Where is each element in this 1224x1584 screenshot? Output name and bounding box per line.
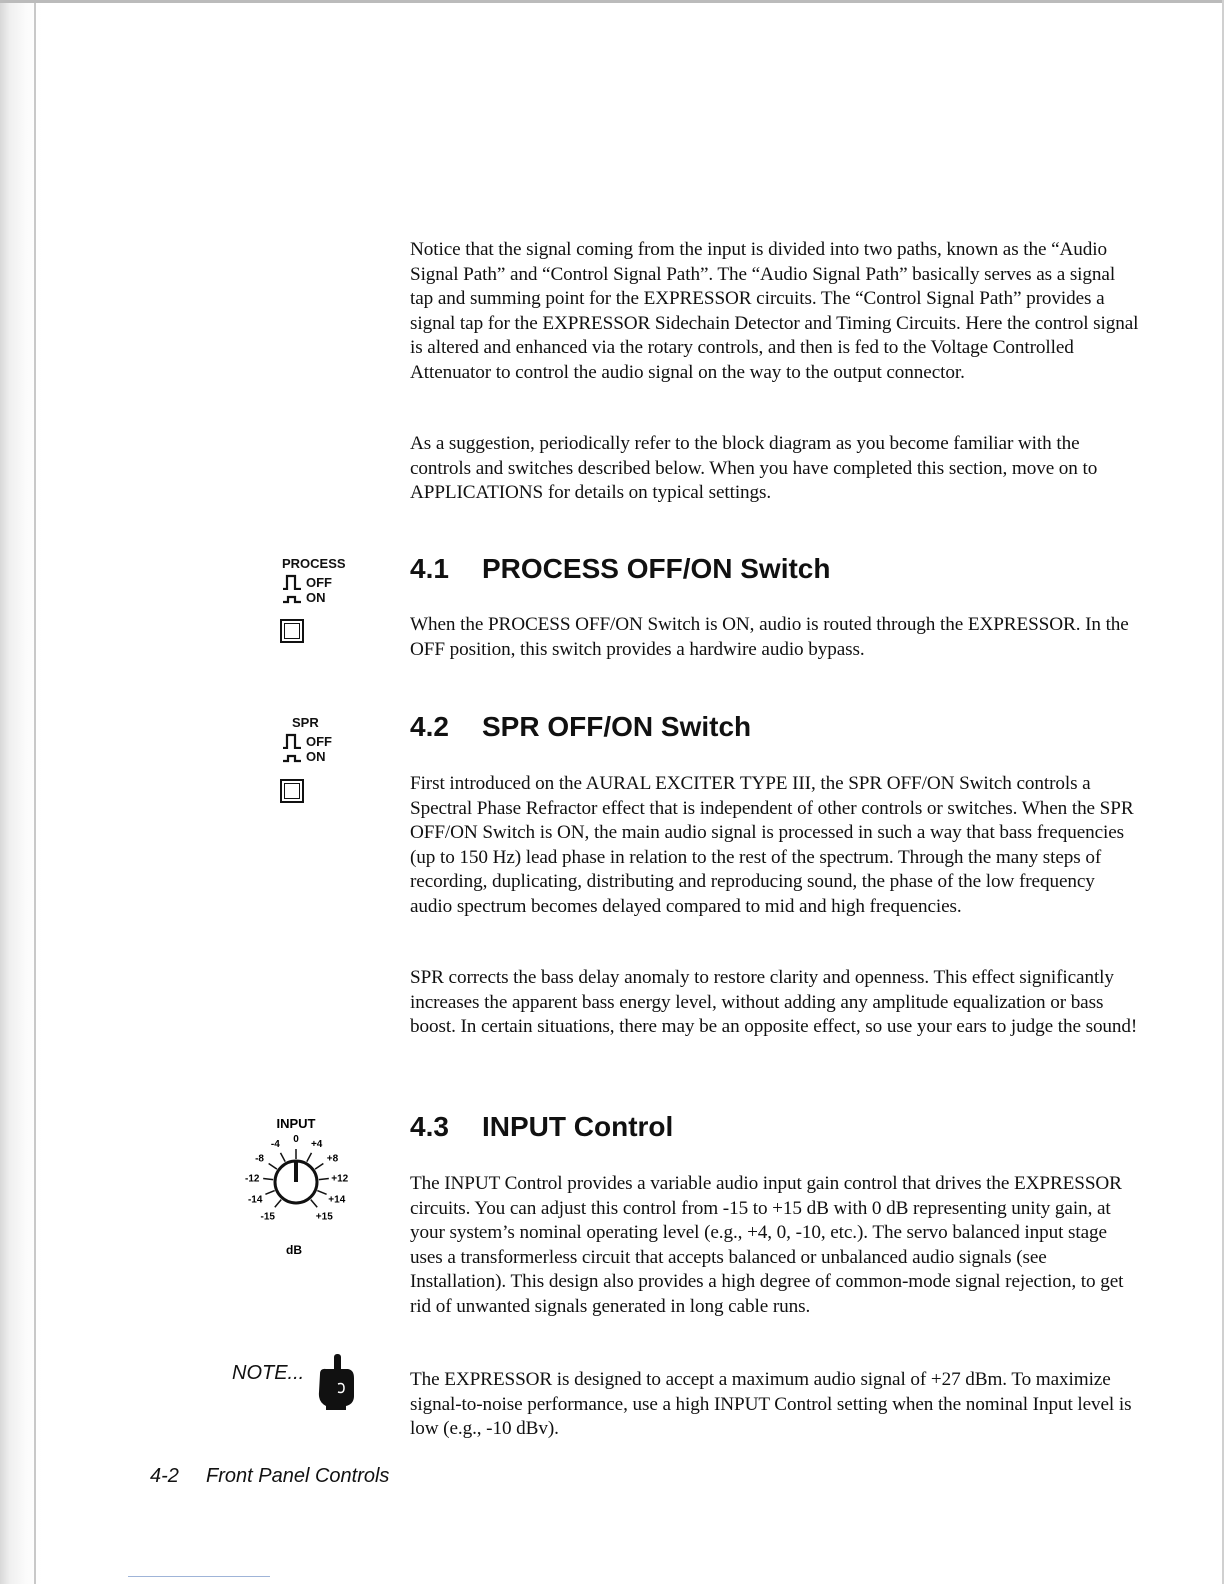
knob-tick (281, 1153, 286, 1162)
spr-on-label: ON (306, 749, 326, 764)
knob-scale-label: -4 (270, 1139, 280, 1151)
knob-unit: dB (286, 1243, 302, 1257)
section-4-3-paragraph: The INPUT Control provides a variable audio input gain control that drives the EXPRESSOR circuits. You can adjust this control from -15 to +15 dB with 0 dB representing unity gain, at your system’s nominal operating level (e.g., +4, 0, -10, etc.). The servo balanced input stage uses a transformerless circuit that accepts balanced or unbalanced audio signals (see Installation). This design also provides a high degree of common-mode signal rejection, to get rid of unwanted signals generated in long cable runs. (410, 1173, 1124, 1317)
input-control-knob[interactable] (224, 1112, 374, 1262)
binding-line (34, 0, 36, 1584)
section-4-3-number: 4.3 (410, 1111, 449, 1142)
knob-tick (265, 1191, 274, 1195)
section-4-2-paragraph-2: SPR corrects the bass delay anomaly to restore clarity and openness. This effect significantly increases the apparent bass energy level, without adding any amplitude equalization or bass boost. In certain situations, there may be an opposite effect, so use your ears to judge the sound! (410, 967, 1138, 1038)
process-switch-label: PROCESS (282, 556, 346, 571)
section-4-1-title: PROCESS OFF/ON Switch (482, 553, 831, 584)
section-4-1-paragraph: When the PROCESS OFF/ON Switch is ON, audio is routed through the EXPRESSOR. In the OFF position, this switch provides a hardwire audio bypass. (410, 614, 1129, 660)
process-switch-button[interactable] (280, 619, 304, 643)
knob-scale-label: -14 (247, 1194, 263, 1206)
spr-off-row (282, 733, 332, 749)
page-top-edge (0, 0, 1224, 3)
knob-tick (275, 1200, 281, 1208)
section-4-1-number: 4.1 (410, 553, 449, 584)
switch-pressed-icon (282, 751, 302, 763)
section-4-2-title: SPR OFF/ON Switch (482, 711, 752, 742)
knob-scale-label: -15 (260, 1211, 275, 1223)
spr-switch-label: SPR (292, 715, 319, 730)
note-label: NOTE... (232, 1362, 305, 1384)
knob-tick (311, 1200, 317, 1208)
knob-scale-label: +15 (315, 1211, 333, 1223)
section-4-1-heading (410, 552, 830, 586)
knob-title: INPUT (276, 1116, 316, 1131)
footer-section-title: Front Panel Controls (206, 1465, 390, 1487)
knob-scale-label: +8 (326, 1153, 339, 1165)
knob-scale-label: +4 (310, 1139, 323, 1151)
knob-tick (315, 1164, 323, 1170)
process-off-label: OFF (306, 574, 332, 590)
intro-paragraph-1: Notice that the signal coming from the input is divided into two paths, known as the “Audio Signal Path” and “Control Signal Path”. The “Audio Signal Path” basically serves as a signal tap and summing point for the EXPRESSOR circuits. The “Control Signal Path” provides a signal tap for the EXPRESSOR Sidechain Detector and Timing Circuits. Here the control signal is altered and enhanced via the rotary controls, and then is fed to the Voltage Controlled Attenuator to control the audio signal on the way to the output connector. (410, 239, 1139, 383)
section-4-2-paragraph-1: First introduced on the AURAL EXCITER TYPE III, the SPR OFF/ON Switch controls a Spectral Phase Refractor effect that is independent of other controls or switches. When the SPR OFF/ON Switch is ON, the main audio signal is processed in such a way that bass frequencies (up to 150 Hz) lead phase in relation to the rest of the spectrum. Through the many steps of recording, duplicating, distributing and reproducing sound, the phase of the low frequency audio spectrum becomes delayed compared to mid and high frequencies. (410, 773, 1134, 917)
page-number: 4-2 (150, 1465, 179, 1487)
spr-off-label: OFF (306, 733, 332, 749)
process-on-label: ON (306, 590, 326, 605)
knob-tick (263, 1179, 273, 1180)
spr-switch-button[interactable] (280, 779, 304, 803)
knob-tick (317, 1191, 326, 1195)
switch-released-icon (282, 733, 302, 749)
section-4-2-heading (410, 710, 751, 744)
knob-scale-label: 0 (293, 1134, 299, 1145)
pointing-hand-icon (314, 1352, 356, 1412)
section-4-2-number: 4.2 (410, 711, 449, 742)
process-off-row (282, 574, 332, 590)
spr-on-row (282, 749, 326, 764)
section-4-3-heading (410, 1110, 673, 1144)
knob-scale-label: -8 (255, 1153, 264, 1165)
knob-scale-label: +12 (331, 1173, 349, 1185)
knob-tick (269, 1164, 277, 1170)
switch-released-icon (282, 574, 302, 590)
section-4-3-title: INPUT Control (482, 1111, 674, 1142)
knob-scale-label: -12 (245, 1173, 260, 1185)
page-footer (150, 1465, 389, 1488)
knob-tick (307, 1153, 312, 1162)
knob-scale-label: +14 (328, 1194, 346, 1206)
knob-tick (319, 1179, 329, 1180)
note-text: The EXPRESSOR is designed to accept a maximum audio signal of +27 dBm. To maximize signal-to-noise performance, use a high INPUT Control setting when the nominal Input level is low (e.g., -10 dBv). (410, 1369, 1132, 1440)
intro-paragraph-2: As a suggestion, periodically refer to the block diagram as you become familiar with the controls and switches described below. When you have completed this section, move on to APPLICATIONS for details on typical settings. (410, 433, 1098, 504)
bottom-rule (128, 1576, 270, 1577)
process-on-row (282, 590, 326, 605)
switch-pressed-icon (282, 592, 302, 604)
